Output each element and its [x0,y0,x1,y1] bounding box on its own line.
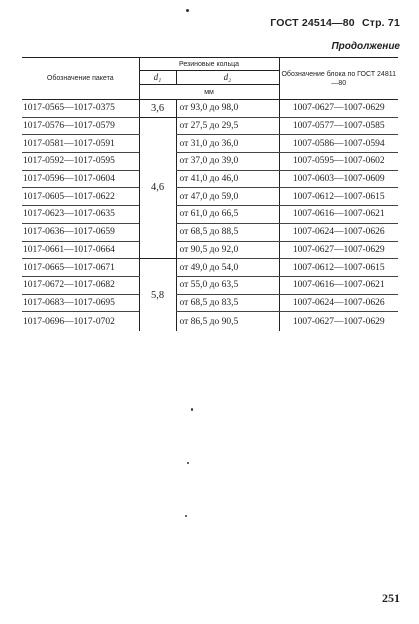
package-cell: 1017-0696—1017-0702 [23,316,115,327]
block-cell: 1007-0616—1007-0621 [279,276,398,294]
block-cell: 1007-0616—1007-0621 [279,206,398,224]
block-cell: 1007-0624—1007-0626 [279,223,398,241]
d2-cell: от 31,0 до 36,0 [176,135,279,153]
d2-cell: от 37,0 до 39,0 [176,153,279,171]
d2-cell: от 68,5 до 88,5 [176,223,279,241]
block-cell: 1007-0612—1007-0615 [279,259,398,277]
package-cell: 1017-0661—1017-0664 [22,241,139,259]
header-units: мм [139,85,279,100]
continuation-label: Продолжение [331,41,400,52]
package-cell: 1017-0605—1017-0622 [22,188,139,206]
package-cell: 1017-0665—1017-0671 [22,259,139,277]
d2-cell: от 41,0 до 46,0 [176,170,279,188]
rings-table [22,57,398,331]
package-cell: 1017-0592—1017-0595 [22,153,139,171]
block-cell: 1007-0577—1007-0585 [279,117,398,135]
d1-cell: 3,6 [139,100,176,118]
block-cell: 1007-0624—1007-0626 [279,294,398,312]
d1-cell: 4,6 [139,117,176,259]
d2-cell: от 68,5 до 83,5 [176,294,279,312]
d2-cell: от 86,5 до 90,5 [176,312,279,332]
scan-speck [186,9,189,12]
block-cell: 1007-0586—1007-0594 [279,135,398,153]
d2-cell: от 55,0 до 63,5 [176,276,279,294]
block-cell: 1007-0603—1007-0609 [279,170,398,188]
standard-code: ГОСТ 24514—80 [270,17,355,29]
package-cell: 1017-0672—1017-0682 [22,276,139,294]
package-cell: 1017-0565—1017-0375 [22,100,139,118]
block-cell: 1007-0595—1007-0602 [279,153,398,171]
package-cell: 1017-0683—1017-0695 [22,294,139,312]
block-cell: 1007-0627—1007-0629 [279,241,398,259]
block-cell: 1007-0627—1007-0629 [279,100,398,118]
header-d2: d₂ [176,71,279,85]
page-number: 251 [382,591,400,605]
package-cell: 1017-0636—1017-0659 [22,223,139,241]
scan-speck [187,462,189,464]
header-package: Обозначение пакета [22,58,139,100]
page-label: Стр. 71 [361,17,400,29]
page-header [266,17,400,29]
package-cell: 1017-0581—1017-0591 [22,135,139,153]
scan-speck [191,408,193,411]
d2-cell: от 49,0 до 54,0 [176,259,279,277]
package-cell: 1017-0576—1017-0579 [22,117,139,135]
d2-cell: от 47,0 до 59,0 [176,188,279,206]
header-d1: d₁ [139,71,176,85]
header-block: Обозначение блока по ГОСТ 24811—80 [279,58,398,100]
header-rings: Резиновые кольца [139,58,279,71]
package-cell: 1017-0596—1017-0604 [22,170,139,188]
d1-cell: 5,8 [139,259,176,332]
package-cell: 1017-0623—1017-0635 [22,206,139,224]
block-cell: 1007-0627—1007-0629 [279,312,398,332]
d2-cell: от 93,0 до 98,0 [176,100,279,118]
d2-cell: от 61,0 до 66,5 [176,206,279,224]
d2-cell: от 90,5 до 92,0 [176,241,279,259]
scan-speck [185,515,187,517]
block-cell: 1007-0612—1007-0615 [279,188,398,206]
d2-cell: от 27,5 до 29,5 [176,117,279,135]
